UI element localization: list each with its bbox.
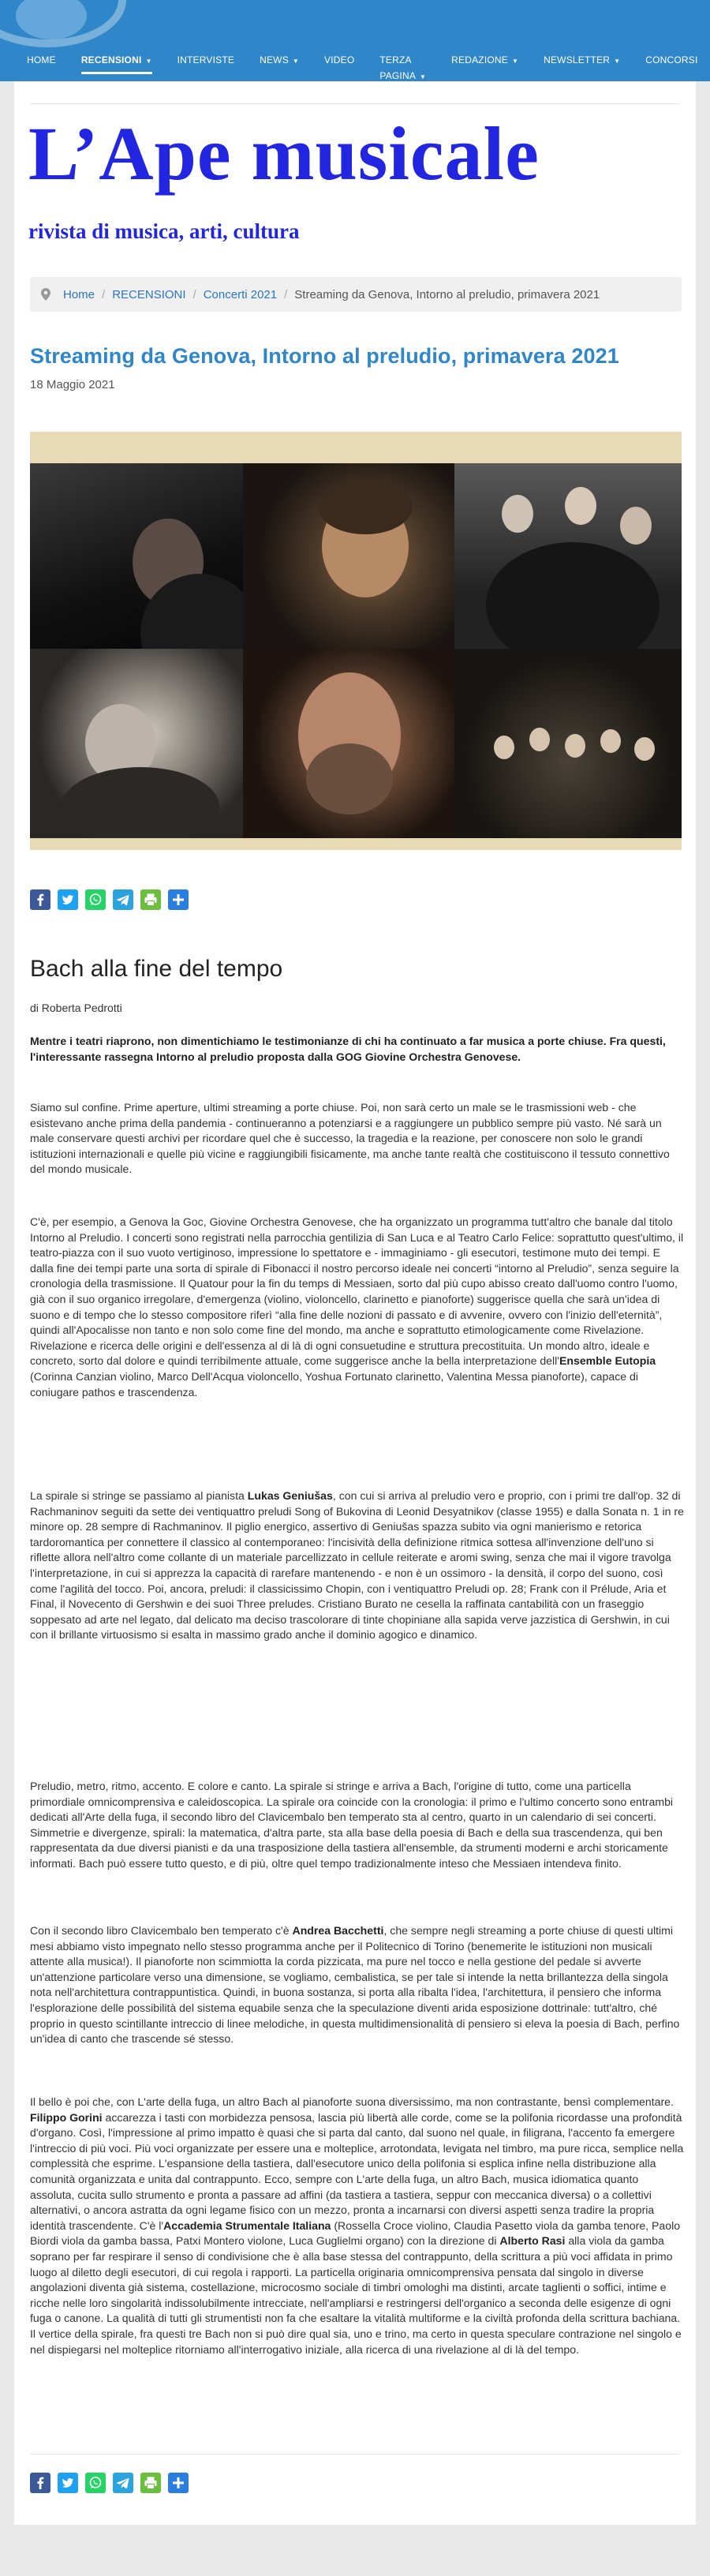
breadcrumb-separator: /	[102, 287, 106, 301]
share-plus-icon[interactable]	[168, 889, 189, 910]
map-pin-icon	[41, 288, 50, 301]
facebook-icon[interactable]	[30, 889, 50, 910]
article-author: di Roberta Pedrotti	[30, 1002, 122, 1014]
nav-item-newsletter[interactable]: NEWSLETTER ▼	[544, 54, 621, 66]
breadcrumb-concerti-link[interactable]: Concerti 2021	[203, 287, 278, 301]
article-paragraph-1: Siamo sul confine. Prime aperture, ultimi streaming a porte chiuse. Poi, non sarà certo un male se le trasmissioni web - che esistevano anche prima della pandemia - continueranno a potenziarsi e a raggiungere un pubblico sempre più vasto. Né sarà un male conservare questi archivi per ricordare quel che è successo, la tragedia e la reazione, per conoscere non solo le grandi istituzioni internazionali e quelle più vicine e raggiungibili fisicamente, ma anche tante realtà che costituiscono il tessuto connettivo del mondo musicale.	[30, 1101, 670, 1176]
breadcrumb	[30, 277, 682, 312]
article-paragraph-6: Il bello è poi che, con L'arte della fuga, un altro Bach al pianoforte suona diversissimo, ma non contrastante, bensì complementare. Filippo Gorini accarezza i tasti con morbidezza pensosa, lascia più libertà alle corde, come se la polifonia ricordasse una profondità d'organo. Così, l'impressione al primo impatto è quasi che si parta dal canto, dal suono nel quale, in filigrana, l'accento fa emergere l'intreccio di più voci. Più voci organizzate per essere una e molteplice, arrotondata, levigata nel timbro, ma pure ricca, semplice nella complessità che esprime. L'espansione della tastiera, dall'esecutore unico della polifonia si esplica infine nella distribuzione alla comunità organizzata e unita dal contrappunto. Ecco, sempre con L'arte della fuga, un altro Bach, musica idiomatica quanto assoluta, cucita sullo strumento e pronta a passare ad affini (da tastiera a tastiera, seppur con meccanica diversa) o a collettivi alternativi, o ancora astratta da ogni legame fisico con un mezzo, pronta a incarnarsi con diversi aspetti senza tradire la propria identità trascendente. C'è l'Accademia Strumentale Italiana (Rossella Croce violino, Claudia Pasetto viola da gamba tenore, Paolo Biordi viola da gamba bassa, Patxi Montero violone, Luca Guglielmi organo) con la direzione di Alberto Rasi alla viola da gamba soprano per far respirare il senso di condivisione che è alla base stessa del contrappunto, della scrittura a più voci affidata in primo luogo al diletto degli esecutori, di cui regola i rapporti. La particella originaria omnicomprensiva pensata dal singolo in diverse angolazioni diventa già sistema, costellazione, microcosmo sociale di timbri omologhi ma distinti, arcate taglienti o soffici, intime e ricche nelle loro singolarità indissolubilmente intrecciate, nell'ampliarsi e restringersi dell'organico a seconda delle esigenze di ogni fuga o canone. La qualità di tutti gli strumentisti non fa che esaltare la vitalità multiforme e la civiltà profonda della scrittura bachiana. Il vertice della spirale, fra questi tre Bach non si può dire qual sia, uno e trino, ma certo in questa speculare contrazione nel singolo e nel dispiegarsi nel molteplice ritorniamo all'interrogativo iniziale, alla ricerca di una rivelazione al di là del tempo.	[30, 2095, 684, 2356]
chevron-down-icon: ▼	[511, 58, 519, 65]
article-paragraph-5: Con il secondo libro Clavicembalo ben temperato c'è Andrea Bacchetti, che sempre negli streaming a porte chiuse di questi ultimi mesi abbiamo visto impegnato nello stesso programma anche per il Politecnico di Torino (benemerite le istituzioni non musicali attente alla musica!). Il pianoforte non scimmiotta la corda pizzicata, ma pure nel tocco e nella gestione del pedale si avverte un'attenzione particolare verso una dimensione, se vogliamo, cembalistica, se per tale si intende la netta brillantezza della singola nota nell'architettura contrappuntistica. Quindi, in buona sostanza, si porta alla ribalta l'idea, l'architettura, il pensiero che informa l'esplorazione delle possibilità del sistema equabile senza che la speculazione diventi arida esposizione dottrinale: tutt'altro, ché proprio in questo scintillante intreccio di linee melodiche, in questa multidimensionalità di pensiero si eleva la poesia di Bach, perfino un'idea di canto che trascende sé stesso.	[30, 1924, 680, 2046]
share-bar-bottom	[30, 2473, 189, 2493]
share-plus-icon[interactable]	[168, 2473, 189, 2493]
nav-item-terza-pagina[interactable]: TERZA PAGINA ▼	[379, 54, 427, 81]
article-title: Streaming da Genova, Intorno al preludio, primavera 2021	[30, 344, 619, 368]
main-menu	[27, 52, 710, 81]
telegram-icon[interactable]	[113, 2473, 133, 2493]
nav-item-home[interactable]: HOME	[27, 54, 56, 66]
divider	[30, 103, 680, 104]
photo-performer-beard	[243, 649, 454, 838]
telegram-icon[interactable]	[113, 889, 133, 910]
collage-bottom-band	[30, 838, 682, 850]
nav-item-redazione[interactable]: REDAZIONE ▼	[451, 54, 519, 66]
share-bar-top	[30, 889, 189, 910]
chevron-down-icon: ▼	[614, 58, 621, 65]
breadcrumb-home-link[interactable]: Home	[63, 287, 95, 301]
photo-baroque-ensemble	[454, 649, 682, 838]
article-collage-image	[30, 432, 682, 850]
article-paragraph-3: La spirale si stringe se passiamo al pianista Lukas Geniušas, con cui si arriva al preludio vero e proprio, con i primi tre dall'op. 32 di Rachmaninov seguiti da sette dei ventiquattro preludi Song of Bukovina di Leonid Desyatnikov (classe 1955) e dalla Sonata n. 1 in re minore op. 28 sempre di Rachmaninov. Il piglio energico, assertivo di Geniušas spazza subito via ogni manierismo e retorica tardoromantica per connettere il classico al contemporaneo: l'incisività della definizione ritmica sottesa all'invenzione dell'uno si riflette allora nell'altro come collante di un materiale parcellizzato in cellule reiterate e aromi swing, senza che mai il vigore travolga l'interpretazione, in cui si apprezza la capacità di rarefare mantenendo - e non è un ossimoro - la densità, il corpo del suono, così come l'agilità del tocco. Poi, ancora, preludi: il classicissimo Chopin, con i ventiquattro Preludi op. 28; Frank con il Prélude, Aria et Final, il Novecento di Gershwin e dei suoi Three preludes. Cristiano Burato ne cesella la raffinata cantabilità con un fraseggio soppesato ad arte nel legato, dal delicato ma deciso trascolorare di tinte chopiniane alla sapida verve jazzistica di Gershwin, in cui con il brillante virtuosismo si esalta in massimo grado anche il dominio agogico e dinamico.	[30, 1489, 684, 1642]
article-paragraph-4: Preludio, metro, ritmo, accento. E colore e canto. La spirale si stringe e arriva a Bach, l'origine di tutto, come una particella primordiale omnicomprensiva e caleidoscopica. La spirale ora coincide con la cronologia: il primo e l'ultimo concerto sono entrambi dedicati all'Arte della fuga, il secondo libro del Clavicembalo ben temperato sta al centro, quarto in un calendario di sei concerti. Simmetrie e divergenze, spirali: la matematica, d'altra parte, sta alla base della poesia di Bach e della sua trascendenza, qui ben rappresentata da due diversi pianisti e da una trasposizione della tastiera all'ensemble, da strumenti moderni e archi storicamente informati. Bach può essere tutto questo, e di più, oltre quel tempo tradizionalmente inteso che Messiaen intendeva finito.	[30, 1780, 674, 1870]
article-date: 18 Maggio 2021	[30, 378, 115, 391]
site-subtitle: rivista di musica, arti, cultura	[28, 219, 300, 243]
nav-item-concorsi[interactable]: CONCORSI	[645, 54, 698, 66]
photo-performer-2	[243, 463, 454, 649]
site-logo-swoosh[interactable]	[0, 0, 126, 52]
top-navigation-bar	[0, 0, 710, 81]
chevron-down-icon: ▼	[292, 58, 300, 65]
article-heading: Bach alla fine del tempo	[30, 956, 283, 982]
breadcrumb-separator: /	[284, 287, 288, 301]
content-panel	[14, 81, 696, 2525]
breadcrumb-separator: /	[192, 287, 196, 301]
nav-item-interviste[interactable]: INTERVISTE	[177, 54, 235, 66]
print-icon[interactable]	[140, 889, 161, 910]
photo-performer-1	[30, 463, 243, 649]
article-paragraph-2: C'è, per esempio, a Genova la Goc, Giovine Orchestra Genovese, che ha organizzato un programma tutt'altro che banale dal titolo Intorno al Preludio. I concerti sono registrati nella parrocchia gentilizia di San Luca e al Teatro Carlo Felice: soprattutto quest'ultimo, il teatro-piazza con il suo vuoto vertiginoso, impressione lo spettatore e - immaginiamo - gli esecutori, testimone muto dei tempi. E dalla fine dei tempi parte una sorta di spirale di Fibonacci il nostro percorso ideale nei concerti “intorno al Preludio”, senza seguire la cronologia della trasmissione. Il Quatour pour la fin du temps di Messiaen, sorto dal più cupo abisso creato dall'uomo contro l'uomo, già con il suo organico irregolare, d'emergenza (violino, violoncello, clarinetto e pianoforte) suggerisce quella che sarà un'idea di suono e di tempo che lo stesso compositore riferì “alla fine delle nozioni di passato e di avvenire, ovvero con l'inizio dell'eternità”, quindi all'Apocalisse non tanto e non solo come fine del mondo, ma anche e soprattutto etimologicamente come Rivelazione. Rivelazione e ricerca delle origini e dell'essenza al di là di ogni consuetudine e struttura precostituita. Un mondo altro, ideale e concreto, sorto dal dolore e quindi terribilmente attuale, come suggerisce anche la bella interpretazione dell'Ensemble Eutopia (Corinna Canzian violino, Marco Dell'Acqua violoncello, Yoshua Fortunato clarinetto, Valentina Messa pianoforte), capace di coniugare pathos e trascendenza.	[30, 1215, 684, 1398]
chevron-down-icon: ▼	[145, 58, 152, 65]
photo-pianist-hands	[30, 649, 243, 838]
nav-item-news[interactable]: NEWS ▼	[260, 54, 300, 66]
whatsapp-icon[interactable]	[85, 2473, 106, 2493]
whatsapp-icon[interactable]	[85, 889, 106, 910]
breadcrumb-current: Streaming da Genova, Intorno al preludio, primavera 2021	[294, 287, 600, 301]
photo-ensemble-quartet	[454, 463, 682, 649]
twitter-icon[interactable]	[58, 2473, 78, 2493]
site-title[interactable]: L’Ape musicale	[28, 111, 540, 196]
print-icon[interactable]	[140, 2473, 161, 2493]
breadcrumb-recensioni-link[interactable]: RECENSIONI	[112, 287, 186, 301]
facebook-icon[interactable]	[30, 2473, 50, 2493]
twitter-icon[interactable]	[58, 889, 78, 910]
chevron-down-icon: ▼	[420, 73, 427, 80]
nav-item-recensioni[interactable]: RECENSIONI ▼	[81, 52, 178, 68]
nav-item-video[interactable]: VIDEO	[324, 54, 355, 66]
article-lead: Mentre i teatri riaprono, non dimentichiamo le testimonianze di chi ha continuato a far musica a porte chiuse. Fra questi, l'interessante rassegna Intorno al preludio proposta dalla GOG Giovine Orchestra Genovese.	[30, 1035, 666, 1063]
